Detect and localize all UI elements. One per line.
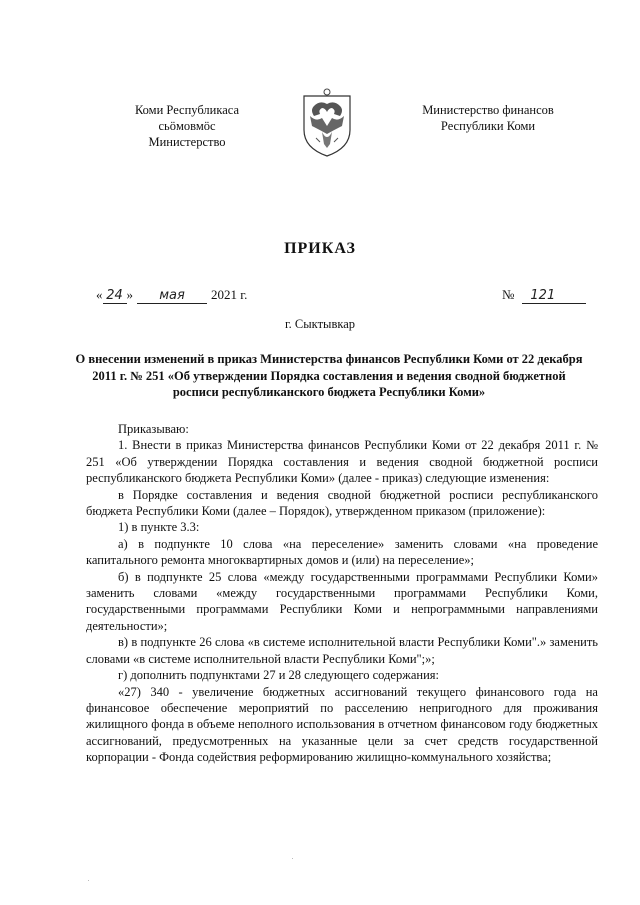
document-title: ПРИКАЗ [284,240,356,257]
date-month-handwritten: мая [137,289,207,304]
body-paragraph: Приказываю: [118,422,189,436]
body-paragraph: в) в подпункте 26 слова «в системе исполнительной власти Республики Коми".» заменить словами «в системе исполнительной власти Республики Коми";»; [86,635,598,666]
header-left-line: Коми Республикаса [134,103,240,117]
body-paragraph: б) в подпункте 25 слова «между государственными программами Республики Коми» заменить словами «между государственными программами Республики Коми, государственными программами Республики Коми и непрограммными направлениями деятельности»; [86,569,598,633]
body-paragraph: 1) в пункте 3.3: [118,520,200,535]
header-left-line: сьӧмовмӧс [158,119,216,133]
number-handwritten: 121 [522,289,586,304]
body-paragraph: 1. Внести в приказ Министерства финансов Республики Коми от 22 декабря 2011 г. № 251 «Об утверждении Порядка составления и ведения сводной бюджетной росписи республиканского бюджета Республики Коми» (далее - приказ) следующие изменения: [86,438,598,486]
body-paragraph: г) дополнить подпунктами 27 и 28 следующего содержания: [118,668,439,683]
header-right-line: Республики Коми [440,119,536,133]
order-subject: О внесении изменений в приказ Министерства финансов Республики Коми от 22 декабря 2011 г. № 251 «Об утверждении Порядка составления и ведения сводной бюджетной росписи республиканского бюджета Республики Коми» [75,352,583,399]
date-open-quote: « [96,287,103,302]
komi-republic-emblem-icon [300,86,354,158]
order-date [96,287,247,304]
header-left-komi [112,102,262,150]
header-left-line: Министерство [148,135,226,149]
date-day-handwritten: 24 [103,289,127,304]
header-right-line: Министерство финансов [422,103,554,117]
header-right-ministry [398,102,578,134]
date-year: 2021 г. [211,287,248,302]
order-number [502,287,586,304]
body-paragraph: «27) 340 - увеличение бюджетных ассигнований текущего финансового года на финансовое обеспечение мероприятий по расселению непригодного для проживания жилищного фонда в объеме неполного использования в отчетном финансовом году бюджетных ассигнований, предусмотренных на указанные цели за счет средств государственной корпорации - Фонда содействия реформированию жилищно-коммунального хозяйства; [86,684,598,765]
number-prefix: № [502,287,515,302]
scan-speck [292,858,293,859]
date-close-quote: » [126,287,133,302]
body-paragraph: а) в подпункте 10 слова «на переселение» заменить словами «на проведение капитального ремонта многоквартирных домов и (или) на переселение»; [86,536,598,568]
issue-city: г. Сыктывкар [284,317,356,331]
scan-speck [88,880,89,881]
body-paragraph: в Порядке составления и ведения сводной бюджетной росписи республиканского бюджета Республики Коми (далее – Порядок), утвержденном приказом (приложение): [86,487,598,519]
order-body [86,421,598,766]
